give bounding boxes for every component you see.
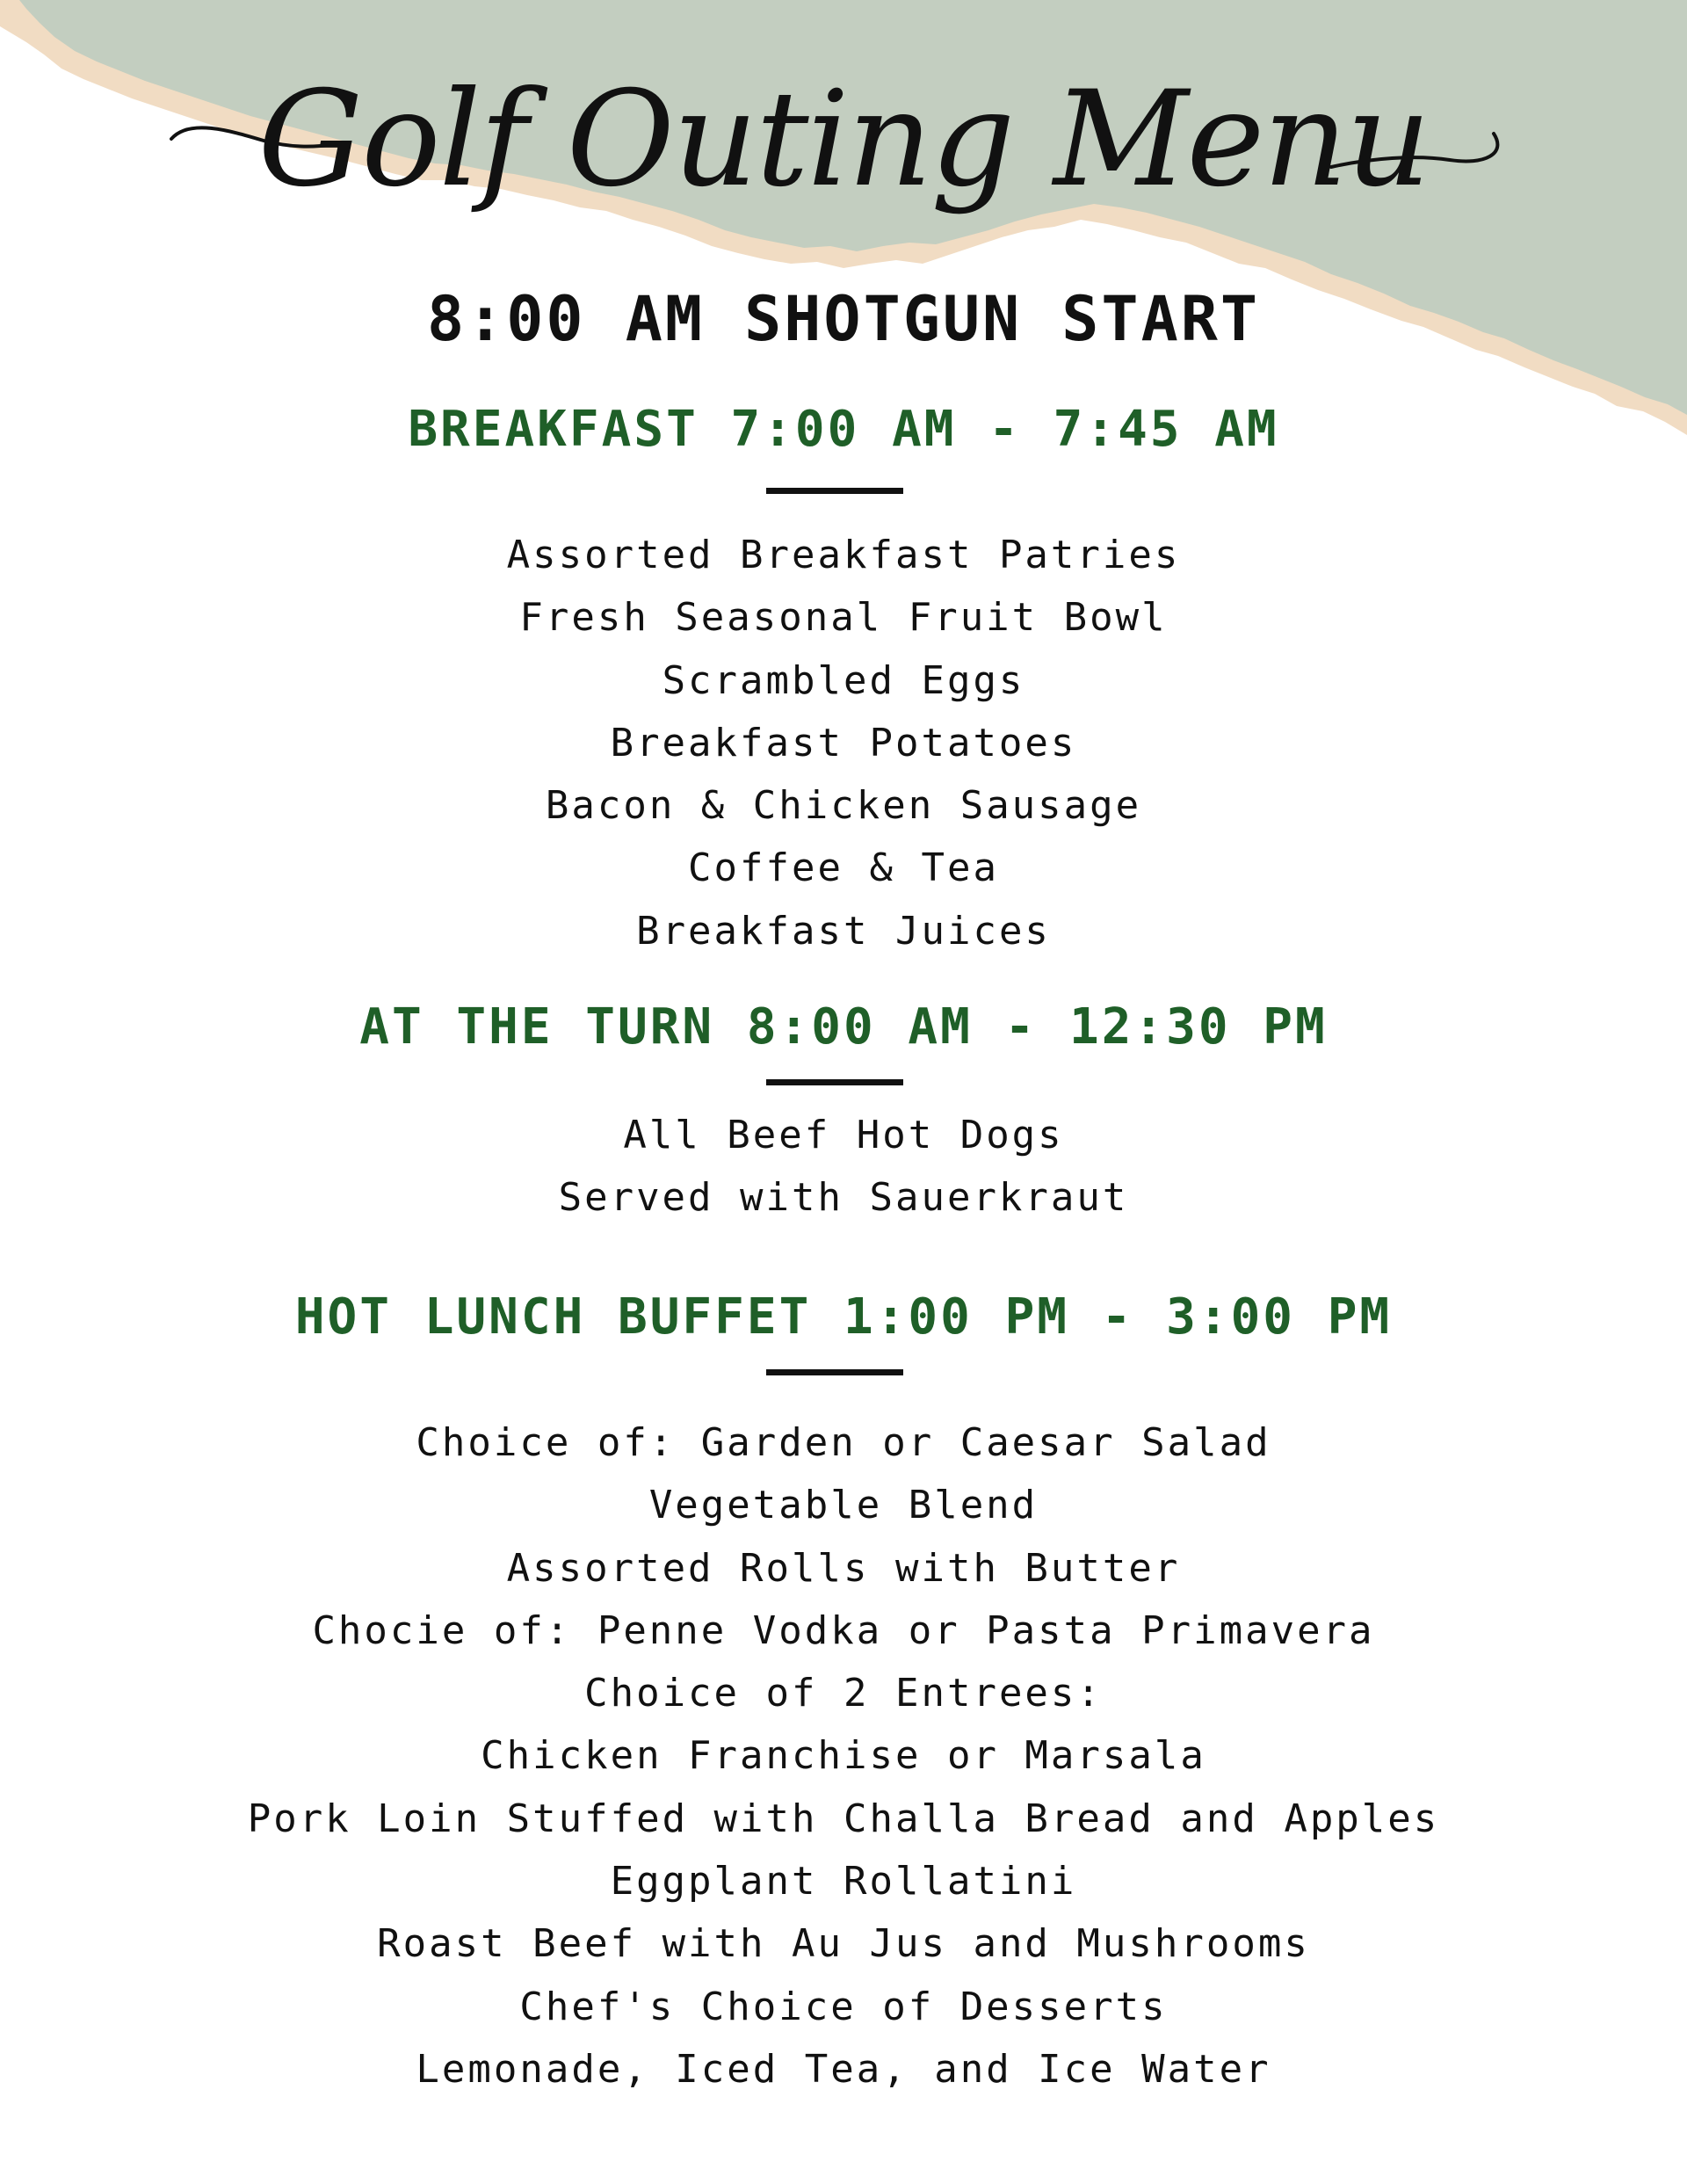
list-item: Lemonade, Iced Tea, and Ice Water: [416, 2046, 1271, 2092]
list-item: Coffee & Tea: [688, 845, 999, 891]
hot-lunch-items: [0, 1411, 1687, 2101]
list-item: Vegetable Blend: [648, 1483, 1039, 1528]
list-item: Served with Sauerkraut: [558, 1175, 1129, 1221]
list-item: Assorted Rolls with Butter: [506, 1545, 1181, 1591]
breakfast-items: [0, 524, 1687, 962]
at-the-turn-heading: AT THE TURN 8:00 AM - 12:30 PM: [359, 998, 1328, 1056]
title-banner: [0, 35, 1687, 264]
list-item: Pork Loin Stuffed with Challa Bread and Apples: [247, 1796, 1440, 1841]
menu-title: Golf Outing Menu: [257, 63, 1430, 216]
hot-lunch-divider: [766, 1369, 903, 1375]
list-item: All Beef Hot Dogs: [623, 1113, 1064, 1157]
at-the-turn-divider: [766, 1079, 903, 1085]
at-the-turn-items: [0, 1104, 1687, 1230]
list-item: Chicken Franchise or Marsala: [481, 1733, 1206, 1779]
shotgun-start-heading: 8:00 AM SHOTGUN START: [426, 283, 1260, 355]
list-item: Choice of: Garden or Caesar Salad: [416, 1420, 1271, 1465]
list-item: Chocie of: Penne Vodka or Pasta Primavera: [312, 1607, 1375, 1653]
breakfast-divider: [766, 488, 903, 494]
hot-lunch-buffet-heading: HOT LUNCH BUFFET 1:00 PM - 3:00 PM: [294, 1288, 1393, 1346]
list-item: Roast Beef with Au Jus and Mushrooms: [377, 1921, 1310, 1967]
list-item: Scrambled Eggs: [662, 657, 1025, 703]
list-item: Fresh Seasonal Fruit Bowl: [519, 595, 1168, 641]
list-item: Choice of 2 Entrees:: [584, 1671, 1103, 1716]
list-item: Assorted Breakfast Patries: [506, 533, 1181, 577]
list-item: Breakfast Potatoes: [610, 720, 1077, 765]
list-item: Bacon & Chicken Sausage: [545, 783, 1142, 829]
list-item: Breakfast Juices: [636, 908, 1051, 954]
breakfast-heading: BREAKFAST 7:00 AM - 7:45 AM: [408, 401, 1279, 458]
list-item: Eggplant Rollatini: [610, 1859, 1077, 1905]
list-item: Chef's Choice of Desserts: [519, 1984, 1168, 2029]
